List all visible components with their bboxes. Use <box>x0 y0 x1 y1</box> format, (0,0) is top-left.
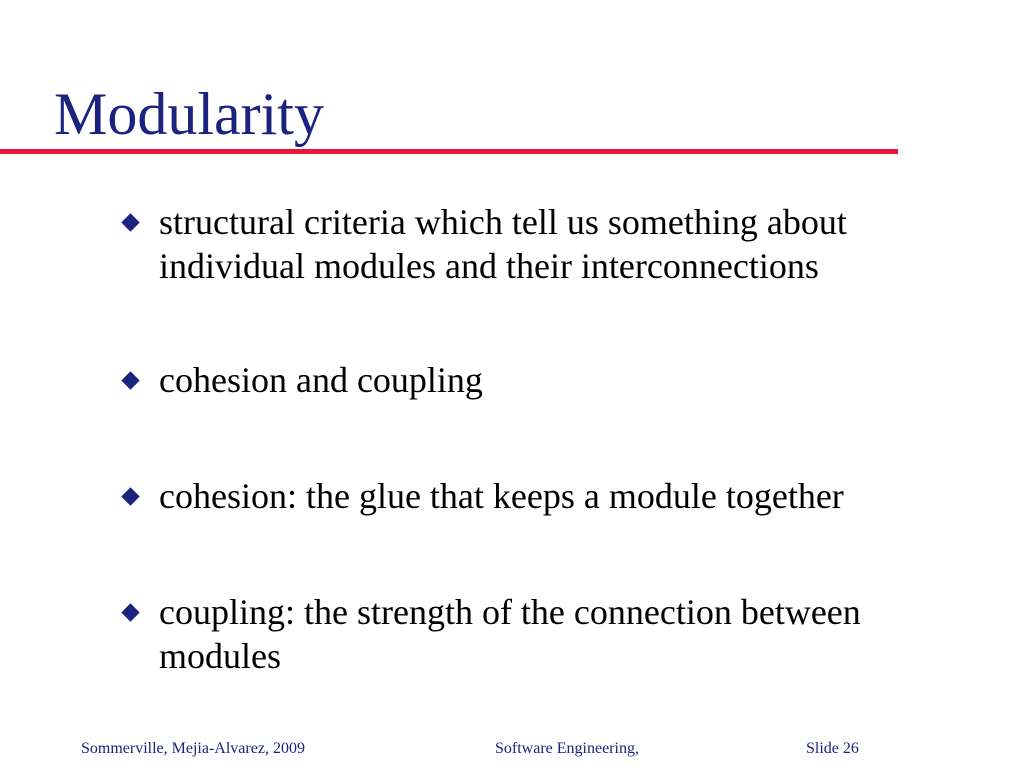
slide-title: Modularity <box>54 81 324 147</box>
bullet-item <box>123 200 963 288</box>
bullet-text: coupling: the strength of the connection between modules <box>159 592 861 676</box>
diamond-bullet-icon <box>121 487 139 505</box>
bullet-text: cohesion: the glue that keeps a module together <box>159 476 844 516</box>
bullet-text: cohesion and coupling <box>159 360 483 400</box>
bullet-item <box>123 358 963 402</box>
bullet-list <box>123 200 963 678</box>
diamond-bullet-icon <box>121 603 139 621</box>
diamond-bullet-icon <box>121 213 139 231</box>
footer-slide-number: Slide 26 <box>806 740 859 757</box>
bullet-item <box>123 590 963 678</box>
footer-authors: Sommerville, Mejia-Alvarez, 2009 <box>81 740 305 757</box>
diamond-bullet-icon <box>121 371 139 389</box>
footer-course: Software Engineering, <box>495 740 639 757</box>
bullet-text: structural criteria which tell us something about individual modules and their interconnections <box>159 202 847 286</box>
title-underline <box>0 149 898 154</box>
bullet-item <box>123 474 963 518</box>
